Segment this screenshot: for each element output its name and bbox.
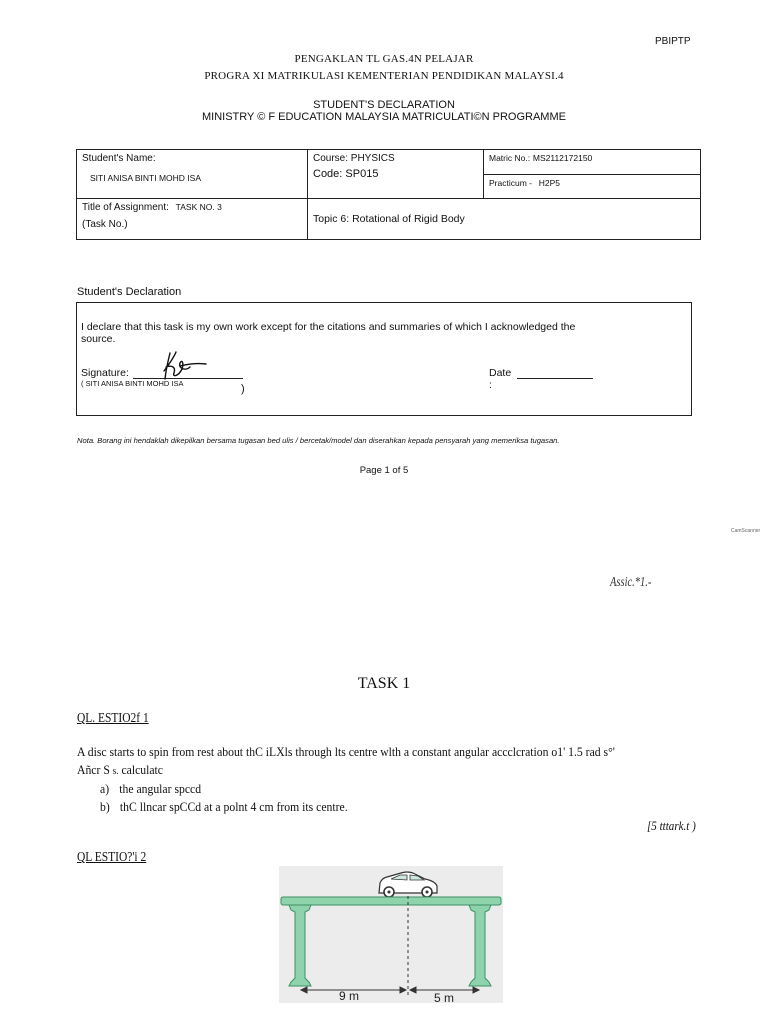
question-1-line-2 — [77, 762, 163, 778]
document-code: PBIPTP — [655, 36, 691, 47]
matric-value: MS2112172150 — [532, 153, 593, 163]
practicum-cell — [484, 174, 701, 199]
car-icon — [379, 872, 437, 897]
ministry-title: MINISTRY © F EDUCATION MALAYSIA MATRICULATI©N PROGRAMME — [202, 111, 566, 123]
question-1-part-a-text: the angular spccd — [119, 781, 202, 796]
question-1-line-2-start: Añcr S — [77, 762, 110, 777]
right-pillar — [469, 905, 491, 986]
task-title: TASK 1 — [357, 675, 411, 692]
header-line-2: PROGRA XI MATRIKULASI KEMENTERIAN PENDIDIKAN MALAYSI.4 — [204, 70, 564, 82]
assignment-cell — [77, 199, 308, 240]
assignment-label: Title of Assignment: — [82, 202, 169, 213]
form-note: Nota. Borang ini hendaklah dikepilkan bersama tugasan bed ulis / bercetak/model dan diserahkan kepada pensyarah yang memeriksa tugasan. — [77, 436, 560, 445]
date-line — [517, 378, 593, 379]
signature-name: ( SITI ANISA BINTI MOHD ISA — [81, 379, 184, 388]
student-name-label: Student's Name: — [82, 153, 156, 164]
question-1-part-b — [100, 799, 348, 815]
question-1-heading: QL. ESTIO2f 1 — [77, 710, 149, 725]
course-code: Code: SP015 — [313, 168, 379, 180]
declaration-text-line-2: source. — [81, 333, 116, 345]
page-number: Page 1 of 5 — [359, 465, 409, 476]
date-colon: : — [489, 379, 492, 391]
scanner-mark: CamScanner — [731, 528, 761, 534]
question-1-line-2-end: calculatc — [121, 762, 164, 777]
question-1-line-2-unit: s. — [112, 766, 119, 777]
left-dimension-label: 9 m — [339, 989, 360, 1003]
student-name-cell — [77, 150, 308, 199]
bridge-deck — [281, 897, 501, 905]
question-1-line-1: A disc starts to spin from rest about thC iLXls through lts centre wlth a constant angular accclcration o1' 1.5 rad s°' — [77, 744, 615, 759]
topic-cell — [308, 199, 701, 240]
date-label: Date — [489, 367, 512, 379]
right-dimension-label: 5 m — [434, 991, 455, 1003]
question-1-part-a — [100, 781, 201, 797]
declaration-text-line-1: I declare that this task is my own work except for the citations and summaries of which I acknowledged the — [81, 321, 576, 333]
assignment-value: TASK NO. 3 — [175, 202, 222, 212]
course-label: Course: PHYSICS — [313, 153, 395, 164]
question-1-part-a-label: a) — [100, 781, 110, 796]
question-1-marks: [5 tttark.t ) — [647, 818, 696, 833]
practicum-label: Practicum - — [489, 177, 532, 188]
question-1-part-b-label: b) — [100, 799, 110, 814]
matric-cell — [484, 150, 701, 175]
question-1-part-b-text: thC llncar spCCd at a polnt 4 cm from its centre. — [119, 799, 348, 814]
bridge-figure — [279, 866, 503, 1003]
signature-close-paren: ) — [241, 383, 245, 395]
question-2-heading: QL ESTIO?'i 2 — [77, 849, 147, 864]
signature-label: Signature: — [81, 367, 129, 379]
bridge-diagram — [279, 866, 503, 1003]
practicum-value: H2P5 — [538, 177, 561, 188]
student-name-value: SITI ANISA BINTI MOHD ISA — [90, 173, 201, 183]
topic-text: Topic 6: Rotational of Rigid Body — [313, 213, 465, 225]
handwritten-note: Assic.*1.- — [610, 575, 652, 590]
left-pillar — [289, 905, 311, 986]
declaration-title: STUDENT'S DECLARATION — [313, 99, 455, 111]
signature-mark — [160, 349, 210, 383]
task-no-label: (Task No.) — [82, 219, 128, 230]
header-line-1: PENGAKLAN TL GAS.4N PELAJAR — [294, 53, 474, 65]
declaration-heading: Student's Declaration — [77, 286, 182, 298]
student-info-table — [76, 149, 701, 240]
matric-label: Matric No.: — [489, 153, 531, 163]
course-cell — [308, 150, 484, 199]
